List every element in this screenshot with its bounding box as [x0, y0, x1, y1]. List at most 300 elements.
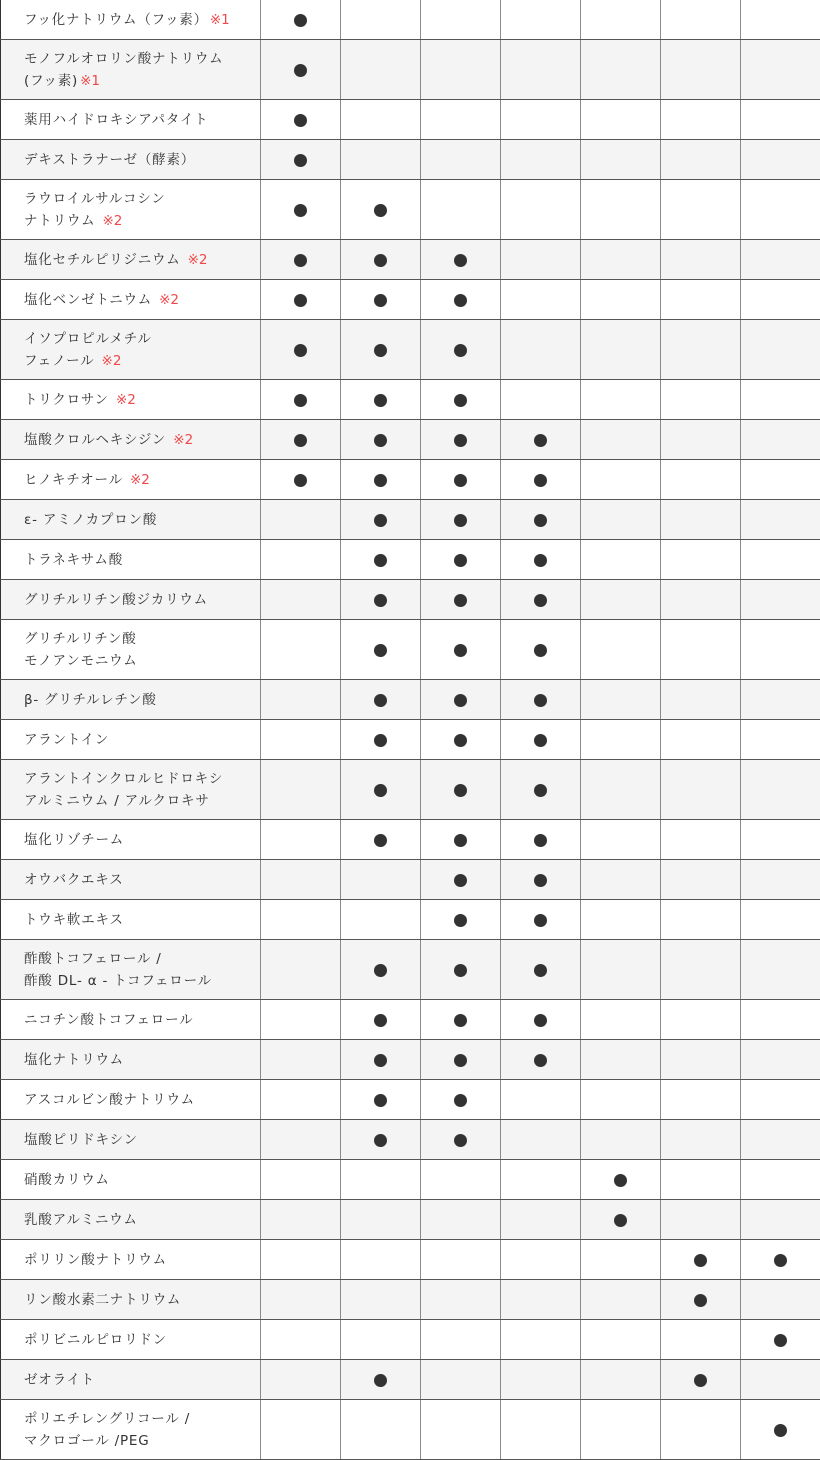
ingredient-name-cell [1, 320, 261, 380]
effect-cell-col-3 [421, 680, 501, 720]
ingredient-name-text: ε- アミノカプロン酸 [24, 511, 158, 528]
ingredient-name-text: 塩化リゾチーム [24, 831, 125, 848]
effect-cell-col-4 [501, 240, 581, 280]
effect-cell-col-4 [501, 1040, 581, 1080]
ingredient-name-text: 塩化セチルピリジニウム [24, 251, 186, 268]
filled-circle-icon [374, 474, 387, 487]
filled-circle-icon [374, 554, 387, 567]
ingredient-name-cell [1, 280, 261, 320]
effect-cell-col-3 [421, 380, 501, 420]
filled-circle-icon [374, 394, 387, 407]
filled-circle-icon [454, 784, 467, 797]
footnote-marker: ※2 [115, 391, 136, 408]
effect-cell-col-7 [741, 1400, 820, 1460]
effect-cell-col-6 [661, 180, 741, 240]
ingredient-name-text: フェノール [24, 352, 100, 369]
ingredient-name-line [24, 249, 260, 271]
filled-circle-icon [774, 1334, 787, 1347]
effect-cell-col-3 [421, 420, 501, 460]
ingredient-name-text: 酢酸 DL- α - トコフェロール [24, 972, 212, 989]
filled-circle-icon [454, 1014, 467, 1027]
ingredient-name-line [24, 289, 260, 311]
effect-cell-col-2 [341, 140, 421, 180]
effect-cell-col-7 [741, 0, 820, 40]
effect-cell-col-2 [341, 100, 421, 140]
effect-cell-col-3 [421, 940, 501, 1000]
filled-circle-icon [374, 254, 387, 267]
filled-circle-icon [294, 294, 307, 307]
effect-cell-col-5 [581, 320, 661, 380]
filled-circle-icon [454, 914, 467, 927]
filled-circle-icon [454, 594, 467, 607]
ingredient-name-cell [1, 1000, 261, 1040]
table-row [1, 760, 820, 820]
effect-cell-col-7 [741, 420, 820, 460]
effect-cell-col-1 [261, 1120, 341, 1160]
filled-circle-icon [374, 1054, 387, 1067]
effect-cell-col-3 [421, 1400, 501, 1460]
effect-cell-col-5 [581, 140, 661, 180]
ingredient-name-cell [1, 1080, 261, 1120]
effect-cell-col-3 [421, 1240, 501, 1280]
effect-cell-col-6 [661, 1280, 741, 1320]
ingredient-name-line [24, 328, 260, 350]
effect-cell-col-7 [741, 860, 820, 900]
effect-cell-col-4 [501, 1360, 581, 1400]
ingredient-name-text: トリクロサン [24, 391, 114, 408]
effect-cell-col-3 [421, 860, 501, 900]
ingredient-name-text: β- グリチルレチン酸 [24, 691, 157, 708]
effect-cell-col-4 [501, 1280, 581, 1320]
footnote-marker: ※2 [173, 431, 194, 448]
effect-cell-col-3 [421, 720, 501, 760]
effect-cell-col-5 [581, 380, 661, 420]
ingredient-name-line [24, 350, 260, 372]
ingredient-name-line [24, 1329, 260, 1351]
effect-cell-col-3 [421, 500, 501, 540]
effect-cell-col-6 [661, 820, 741, 860]
effect-cell-col-5 [581, 1160, 661, 1200]
effect-cell-col-6 [661, 100, 741, 140]
effect-cell-col-3 [421, 1360, 501, 1400]
effect-cell-col-7 [741, 1080, 820, 1120]
filled-circle-icon [534, 914, 547, 927]
filled-circle-icon [454, 434, 467, 447]
footnote-marker: ※2 [129, 471, 150, 488]
effect-cell-col-5 [581, 500, 661, 540]
ingredient-name-cell [1, 1200, 261, 1240]
effect-cell-col-5 [581, 1000, 661, 1040]
effect-cell-col-4 [501, 1000, 581, 1040]
ingredient-name-cell [1, 540, 261, 580]
effect-cell-col-4 [501, 0, 581, 40]
effect-cell-col-6 [661, 1400, 741, 1460]
filled-circle-icon [294, 154, 307, 167]
filled-circle-icon [454, 474, 467, 487]
filled-circle-icon [774, 1254, 787, 1267]
filled-circle-icon [534, 514, 547, 527]
effect-cell-col-7 [741, 760, 820, 820]
effect-cell-col-2 [341, 40, 421, 100]
ingredient-name-text: (フッ素) [24, 72, 79, 89]
effect-cell-col-7 [741, 1200, 820, 1240]
table-row [1, 540, 820, 580]
ingredient-name-line [24, 689, 260, 711]
effect-cell-col-3 [421, 1200, 501, 1240]
effect-cell-col-7 [741, 280, 820, 320]
effect-cell-col-5 [581, 40, 661, 100]
ingredient-name-text: グリチルリチン酸ジカリウム [24, 591, 208, 608]
effect-cell-col-2 [341, 720, 421, 760]
effect-cell-col-7 [741, 500, 820, 540]
filled-circle-icon [534, 694, 547, 707]
ingredient-name-line [24, 1209, 260, 1231]
ingredient-name-text: モノアンモニウム [24, 652, 138, 669]
filled-circle-icon [534, 834, 547, 847]
filled-circle-icon [294, 344, 307, 357]
effect-cell-col-1 [261, 500, 341, 540]
effect-cell-col-7 [741, 680, 820, 720]
filled-circle-icon [534, 874, 547, 887]
table-row [1, 1360, 820, 1400]
footnote-marker: ※2 [102, 212, 123, 229]
effect-cell-col-1 [261, 460, 341, 500]
ingredient-name-line [24, 1089, 260, 1111]
ingredient-name-line [24, 650, 260, 672]
ingredient-name-text: ポリリン酸ナトリウム [24, 1251, 167, 1268]
filled-circle-icon [374, 434, 387, 447]
effect-cell-col-5 [581, 0, 661, 40]
effect-cell-col-2 [341, 1320, 421, 1360]
ingredient-name-cell [1, 1040, 261, 1080]
effect-cell-col-4 [501, 820, 581, 860]
ingredient-name-line [24, 729, 260, 751]
ingredient-name-text: アラントインクロルヒドロキシ [24, 770, 224, 787]
table-row [1, 900, 820, 940]
effect-cell-col-4 [501, 540, 581, 580]
effect-cell-col-6 [661, 460, 741, 500]
effect-cell-col-2 [341, 820, 421, 860]
effect-cell-col-7 [741, 820, 820, 860]
filled-circle-icon [374, 1134, 387, 1147]
ingredient-name-cell [1, 500, 261, 540]
ingredient-name-text: モノフルオロリン酸ナトリウム [24, 50, 224, 67]
table-row [1, 940, 820, 1000]
filled-circle-icon [294, 254, 307, 267]
filled-circle-icon [454, 294, 467, 307]
table-row [1, 580, 820, 620]
filled-circle-icon [534, 964, 547, 977]
effect-cell-col-6 [661, 940, 741, 1000]
effect-cell-col-6 [661, 280, 741, 320]
effect-cell-col-7 [741, 380, 820, 420]
filled-circle-icon [454, 874, 467, 887]
effect-cell-col-3 [421, 580, 501, 620]
ingredient-name-cell [1, 580, 261, 620]
effect-cell-col-1 [261, 940, 341, 1000]
table-row [1, 680, 820, 720]
ingredient-name-line [24, 1129, 260, 1151]
ingredient-name-cell [1, 1280, 261, 1320]
effect-cell-col-1 [261, 1240, 341, 1280]
effect-cell-col-6 [661, 40, 741, 100]
effect-cell-col-1 [261, 40, 341, 100]
ingredient-name-line [24, 549, 260, 571]
ingredient-name-line [24, 1289, 260, 1311]
effect-cell-col-6 [661, 320, 741, 380]
effect-cell-col-3 [421, 40, 501, 100]
ingredient-name-line [24, 469, 260, 491]
effect-cell-col-4 [501, 1200, 581, 1240]
filled-circle-icon [454, 254, 467, 267]
effect-cell-col-2 [341, 1080, 421, 1120]
ingredient-name-text: マクロゴール /PEG [24, 1432, 150, 1449]
filled-circle-icon [694, 1254, 707, 1267]
filled-circle-icon [374, 1374, 387, 1387]
effect-cell-col-4 [501, 380, 581, 420]
effect-cell-col-2 [341, 540, 421, 580]
ingredient-name-text: 塩酸ピリドキシン [24, 1131, 138, 1148]
effect-cell-col-3 [421, 240, 501, 280]
ingredient-name-line [24, 589, 260, 611]
table-row [1, 500, 820, 540]
effect-cell-col-2 [341, 420, 421, 460]
effect-cell-col-4 [501, 460, 581, 500]
effect-cell-col-5 [581, 1120, 661, 1160]
effect-cell-col-5 [581, 240, 661, 280]
effect-cell-col-5 [581, 900, 661, 940]
effect-cell-col-3 [421, 760, 501, 820]
effect-cell-col-5 [581, 1320, 661, 1360]
effect-cell-col-5 [581, 1280, 661, 1320]
ingredient-name-text: ゼオライト [24, 1371, 96, 1388]
ingredient-name-text: 塩酸クロルヘキシジン [24, 431, 172, 448]
filled-circle-icon [454, 834, 467, 847]
effect-cell-col-3 [421, 100, 501, 140]
effect-cell-col-1 [261, 320, 341, 380]
filled-circle-icon [374, 514, 387, 527]
table-row [1, 1280, 820, 1320]
effect-cell-col-1 [261, 620, 341, 680]
effect-cell-col-6 [661, 860, 741, 900]
ingredient-name-text: 塩化ベンゼトニウム [24, 291, 158, 308]
effect-cell-col-4 [501, 1400, 581, 1460]
effect-cell-col-6 [661, 380, 741, 420]
effect-cell-col-7 [741, 620, 820, 680]
effect-cell-col-4 [501, 760, 581, 820]
ingredient-name-cell [1, 240, 261, 280]
effect-cell-col-4 [501, 100, 581, 140]
effect-cell-col-4 [501, 580, 581, 620]
effect-cell-col-4 [501, 940, 581, 1000]
filled-circle-icon [694, 1374, 707, 1387]
filled-circle-icon [374, 694, 387, 707]
filled-circle-icon [374, 834, 387, 847]
filled-circle-icon [374, 964, 387, 977]
table-row [1, 1320, 820, 1360]
table-row [1, 0, 820, 40]
effect-cell-col-2 [341, 1280, 421, 1320]
effect-cell-col-7 [741, 140, 820, 180]
effect-cell-col-6 [661, 1200, 741, 1240]
effect-cell-col-1 [261, 280, 341, 320]
effect-cell-col-1 [261, 180, 341, 240]
effect-cell-col-6 [661, 680, 741, 720]
ingredient-name-line [24, 188, 260, 210]
filled-circle-icon [534, 554, 547, 567]
ingredient-name-line [24, 1430, 260, 1452]
effect-cell-col-5 [581, 1080, 661, 1120]
filled-circle-icon [534, 784, 547, 797]
effect-cell-col-5 [581, 860, 661, 900]
effect-cell-col-3 [421, 1080, 501, 1120]
ingredient-name-text: 塩化ナトリウム [24, 1051, 124, 1068]
ingredient-name-text: ポリエチレングリコール / [24, 1410, 191, 1427]
filled-circle-icon [454, 1134, 467, 1147]
effect-cell-col-6 [661, 1040, 741, 1080]
ingredient-name-cell [1, 680, 261, 720]
filled-circle-icon [294, 394, 307, 407]
filled-circle-icon [374, 644, 387, 657]
effect-cell-col-1 [261, 720, 341, 760]
table-row [1, 1160, 820, 1200]
effect-cell-col-5 [581, 760, 661, 820]
effect-cell-col-6 [661, 500, 741, 540]
ingredient-name-text: フッ化ナトリウム（フッ素） [24, 11, 208, 28]
effect-cell-col-7 [741, 900, 820, 940]
effect-cell-col-4 [501, 40, 581, 100]
ingredient-name-line [24, 1169, 260, 1191]
effect-cell-col-2 [341, 0, 421, 40]
ingredient-name-cell [1, 720, 261, 760]
effect-cell-col-5 [581, 1240, 661, 1280]
effect-cell-col-1 [261, 1280, 341, 1320]
ingredient-name-line [24, 210, 260, 232]
filled-circle-icon [614, 1214, 627, 1227]
effect-cell-col-1 [261, 540, 341, 580]
ingredient-name-cell [1, 40, 261, 100]
table-row [1, 1240, 820, 1280]
ingredient-name-text: アラントイン [24, 731, 110, 748]
effect-cell-col-6 [661, 540, 741, 580]
effect-cell-col-7 [741, 1320, 820, 1360]
filled-circle-icon [534, 1054, 547, 1067]
effect-cell-col-1 [261, 1000, 341, 1040]
effect-cell-col-1 [261, 1200, 341, 1240]
ingredient-name-text: リン酸水素二ナトリウム [24, 1291, 182, 1308]
ingredient-name-line [24, 909, 260, 931]
filled-circle-icon [294, 64, 307, 77]
ingredient-name-cell [1, 1120, 261, 1160]
ingredient-name-line [24, 1369, 260, 1391]
effect-cell-col-4 [501, 720, 581, 760]
effect-cell-col-3 [421, 1120, 501, 1160]
effect-cell-col-6 [661, 760, 741, 820]
effect-cell-col-6 [661, 1000, 741, 1040]
ingredient-name-cell [1, 460, 261, 500]
table-row [1, 1000, 820, 1040]
ingredient-name-cell [1, 180, 261, 240]
effect-cell-col-6 [661, 0, 741, 40]
filled-circle-icon [454, 514, 467, 527]
ingredient-name-cell [1, 140, 261, 180]
effect-cell-col-2 [341, 900, 421, 940]
effect-cell-col-7 [741, 580, 820, 620]
ingredient-name-text: ニコチン酸トコフェロール [24, 1011, 194, 1028]
effect-cell-col-4 [501, 620, 581, 680]
ingredient-name-text: デキストラナーゼ（酵素） [24, 151, 196, 168]
effect-cell-col-6 [661, 420, 741, 460]
ingredient-name-line [24, 1009, 260, 1031]
effect-cell-col-6 [661, 620, 741, 680]
effect-cell-col-3 [421, 180, 501, 240]
ingredient-name-line [24, 829, 260, 851]
effect-cell-col-6 [661, 1080, 741, 1120]
filled-circle-icon [374, 1014, 387, 1027]
effect-cell-col-3 [421, 460, 501, 500]
filled-circle-icon [534, 1014, 547, 1027]
effect-cell-col-2 [341, 1400, 421, 1460]
effect-cell-col-6 [661, 900, 741, 940]
effect-cell-col-5 [581, 680, 661, 720]
filled-circle-icon [454, 344, 467, 357]
effect-cell-col-7 [741, 1000, 820, 1040]
effect-cell-col-3 [421, 280, 501, 320]
effect-cell-col-2 [341, 940, 421, 1000]
filled-circle-icon [454, 1094, 467, 1107]
footnote-marker: ※2 [101, 352, 122, 369]
ingredient-name-line [24, 389, 260, 411]
ingredient-name-text: ナトリウム [24, 212, 101, 229]
effect-cell-col-2 [341, 1160, 421, 1200]
effect-cell-col-1 [261, 900, 341, 940]
effect-cell-col-7 [741, 1360, 820, 1400]
effect-cell-col-3 [421, 540, 501, 580]
ingredient-name-line [24, 628, 260, 650]
effect-cell-col-2 [341, 760, 421, 820]
effect-cell-col-1 [261, 0, 341, 40]
ingredient-name-cell [1, 1160, 261, 1200]
ingredient-name-cell [1, 100, 261, 140]
effect-cell-col-1 [261, 1160, 341, 1200]
effect-cell-col-4 [501, 1240, 581, 1280]
ingredient-name-text: イソプロピルメチル [24, 330, 152, 347]
table-row [1, 40, 820, 100]
effect-cell-col-7 [741, 1040, 820, 1080]
effect-cell-col-6 [661, 1120, 741, 1160]
effect-cell-col-4 [501, 1120, 581, 1160]
effect-cell-col-3 [421, 1280, 501, 1320]
effect-cell-col-7 [741, 180, 820, 240]
effect-cell-col-5 [581, 460, 661, 500]
effect-cell-col-5 [581, 420, 661, 460]
effect-cell-col-2 [341, 1240, 421, 1280]
effect-cell-col-3 [421, 900, 501, 940]
footnote-marker: ※2 [187, 251, 208, 268]
table-row [1, 280, 820, 320]
ingredient-name-text: 硝酸カリウム [24, 1171, 110, 1188]
effect-cell-col-6 [661, 140, 741, 180]
filled-circle-icon [534, 644, 547, 657]
effect-cell-col-5 [581, 100, 661, 140]
effect-cell-col-7 [741, 1120, 820, 1160]
filled-circle-icon [454, 1054, 467, 1067]
table-row [1, 720, 820, 760]
effect-cell-col-2 [341, 240, 421, 280]
effect-cell-col-7 [741, 1160, 820, 1200]
ingredient-name-text: オウバクエキス [24, 871, 124, 888]
filled-circle-icon [374, 784, 387, 797]
